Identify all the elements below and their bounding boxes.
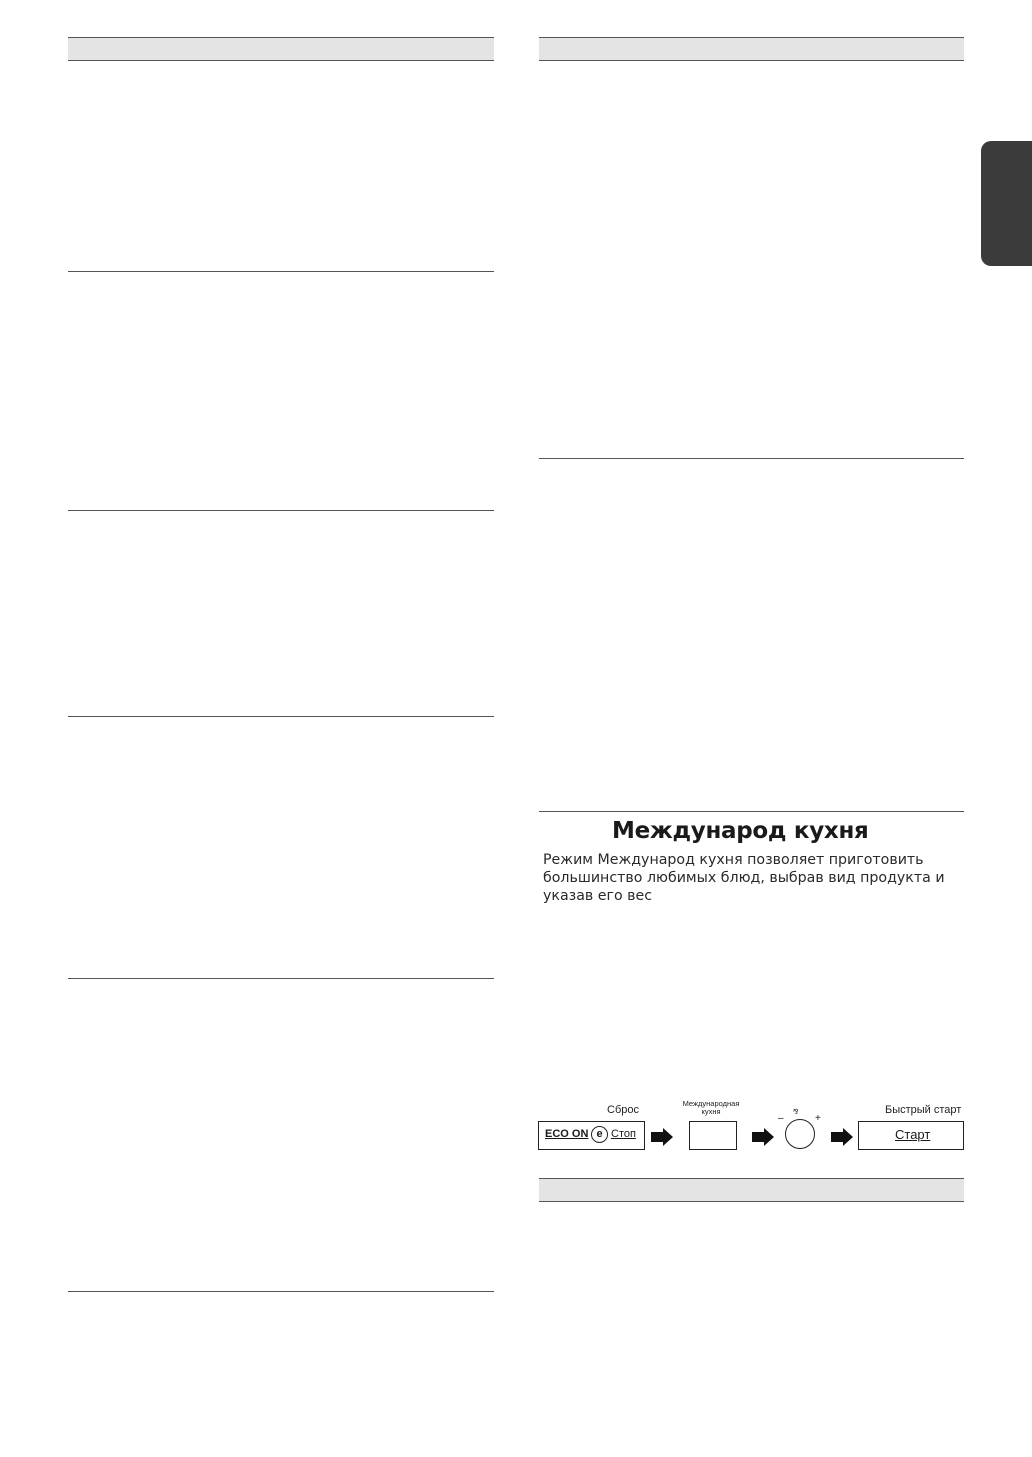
right-divider-1 bbox=[539, 458, 964, 459]
section-title: Международ кухня bbox=[612, 818, 869, 844]
right-header-bar bbox=[539, 37, 964, 61]
stop-label: Стоп bbox=[611, 1128, 636, 1140]
dial-symbol: ⅋ bbox=[793, 1109, 799, 1116]
arrow-right-icon bbox=[831, 1128, 853, 1146]
left-divider-4 bbox=[68, 978, 494, 979]
eco-leaf-icon bbox=[591, 1126, 608, 1143]
intl-cuisine-button[interactable] bbox=[689, 1121, 737, 1150]
arrow-right-icon bbox=[651, 1128, 673, 1146]
start-button[interactable] bbox=[858, 1121, 964, 1150]
eco-on-label: ECO ON bbox=[545, 1128, 589, 1140]
right-bottom-bar bbox=[539, 1178, 964, 1202]
dial-minus-label: – bbox=[778, 1113, 784, 1124]
eco-symbol: e bbox=[596, 1128, 603, 1140]
dial-plus-label: + bbox=[815, 1113, 821, 1124]
left-divider-1 bbox=[68, 271, 494, 272]
left-divider-2 bbox=[68, 510, 494, 511]
right-divider-2 bbox=[539, 811, 964, 812]
left-header-bar bbox=[68, 37, 494, 61]
start-label: Старт bbox=[895, 1127, 931, 1142]
dial-knob[interactable] bbox=[785, 1119, 815, 1149]
section-description: Режим Международ кухня позволяет приготовить большинство любимых блюд, выбрав вид продукта и указав его вес bbox=[543, 852, 945, 904]
quick-start-caption: Быстрый старт bbox=[885, 1104, 962, 1116]
left-divider-3 bbox=[68, 716, 494, 717]
eco-stop-button[interactable] bbox=[538, 1121, 645, 1150]
reset-caption: Сброс bbox=[607, 1104, 639, 1116]
arrow-right-icon bbox=[752, 1128, 774, 1146]
left-divider-5 bbox=[68, 1291, 494, 1292]
intl-cuisine-caption: Международная кухня bbox=[682, 1099, 740, 1116]
side-tab-marker bbox=[981, 141, 1032, 266]
